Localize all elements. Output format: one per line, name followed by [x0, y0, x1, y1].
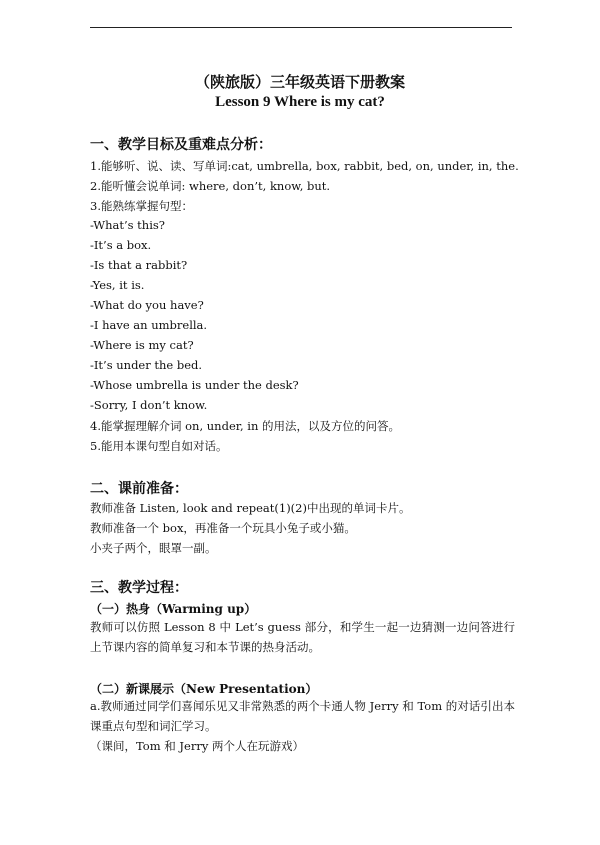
- preparation-line: 小夹子两个，眼罩一副。: [90, 541, 217, 555]
- preparation-line: 教师准备一个 box，再准备一个玩具小兔子或小猫。: [90, 521, 356, 535]
- presentation-heading: （二）新课展示（New Presentation）: [90, 682, 318, 696]
- presentation-note: （课间，Tom 和 Jerry 两个人在玩游戏）: [90, 739, 304, 753]
- objective-line: 2.能听懂会说单词: where, don’t, know, but.: [90, 179, 331, 193]
- section-heading-objectives: 一、教学目标及重难点分析：: [90, 137, 272, 153]
- sentence-pattern: -What do you have?: [90, 298, 204, 312]
- sentence-pattern: -Is that a rabbit?: [90, 258, 188, 272]
- presentation-paragraph: a.教师通过同学们喜闻乐见又非常熟悉的两个卡通人物 Jerry 和 Tom 的对话引出本课重点句型和词汇学习。: [90, 699, 515, 733]
- sentence-pattern: -Yes, it is.: [90, 278, 145, 292]
- sentence-pattern: -I have an umbrella.: [90, 318, 208, 332]
- sentence-pattern: -It’s under the bed.: [90, 358, 203, 372]
- section-heading-preparation: 二、课前准备：: [90, 481, 188, 497]
- objective-line: 5.能用本课句型自如对话。: [90, 439, 228, 453]
- document-title: （陕旅版）三年级英语下册教案: [194, 73, 405, 91]
- warmup-paragraph: 教师可以仿照 Lesson 8 中 Let’s guess 部分，和学生一起一边猜测一边问答进行上节课内容的简单复习和本节课的热身活动。: [90, 620, 515, 654]
- sentence-pattern: -It’s a box.: [90, 238, 152, 252]
- preparation-line: 教师准备 Listen, look and repeat(1)(2)中出现的单词卡片。: [90, 501, 411, 515]
- section-heading-process: 三、教学过程：: [90, 580, 188, 596]
- warmup-heading: （一）热身（Warming up）: [90, 602, 257, 616]
- objective-line: 3.能熟练掌握句型：: [90, 199, 193, 213]
- sentence-pattern: -Sorry, I don’t know.: [90, 398, 208, 412]
- objective-line: 4.能掌握理解介词 on, under, in 的用法，以及方位的问答。: [90, 419, 401, 433]
- sentence-pattern: -Whose umbrella is under the desk?: [90, 378, 299, 392]
- header-rule: [90, 27, 512, 28]
- sentence-pattern: -Where is my cat?: [90, 338, 194, 352]
- lesson-title: Lesson 9 Where is my cat?: [215, 94, 385, 110]
- objective-line: 1.能够听、说、读、写单词:cat, umbrella, box, rabbit, bed, on, under, in, the.: [90, 159, 519, 173]
- sentence-pattern: -What’s this?: [90, 218, 165, 232]
